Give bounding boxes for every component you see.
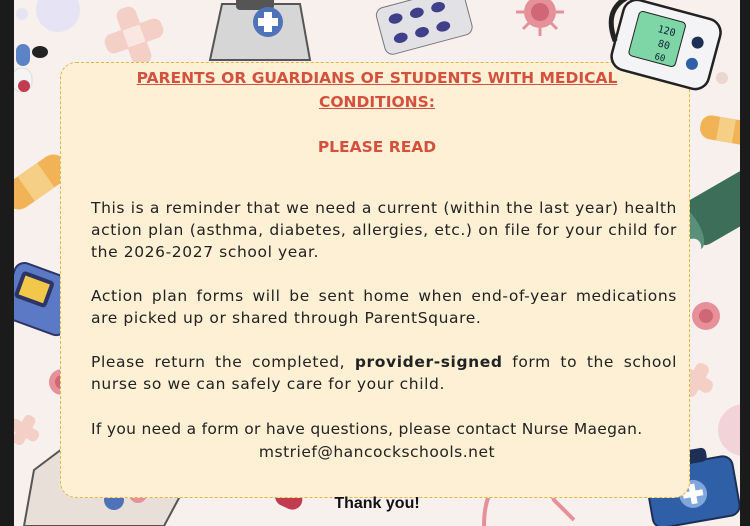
notice-subtitle: PLEASE READ — [317, 138, 437, 156]
notice-title-line1: PARENTS OR GUARDIANS OF STUDENTS WITH MEDICAL — [136, 69, 618, 87]
paragraph-reminder: This is a reminder that we need a current (within the last year) health action plan (asthma, diabetes, allergies, etc.) on file for your child for the 2026-2027 school year. — [91, 199, 677, 261]
monitor-reading-2: 80 — [656, 38, 672, 53]
paragraph-return-start: Please return the completed, — [91, 353, 355, 371]
bubble-icon — [36, 0, 80, 32]
monitor-reading-3: 60 — [653, 52, 667, 65]
contact-email: mstrief@hancockschools.net — [258, 443, 496, 461]
paragraph-contact: If you need a form or have questions, please contact Nurse Maegan. — [91, 420, 643, 438]
paragraph-forms: Action plan forms will be sent home when end-of-year medications are picked up or shared through ParentSquare. — [91, 287, 677, 327]
provider-signed-emphasis: provider-signed — [354, 353, 503, 371]
flyer — [14, 0, 740, 526]
monitor-reading-1: 120 — [656, 23, 677, 40]
paragraph-return — [91, 351, 677, 395]
paragraph-return-end: form to the school nurse so we can safely care for your child. — [91, 353, 677, 393]
notice-title-line2: CONDITIONS: — [318, 93, 435, 111]
window-edge — [740, 0, 750, 526]
bubble-icon — [16, 8, 28, 20]
virus-icon — [692, 302, 720, 330]
first-aid-bag-icon — [210, 0, 310, 60]
virus-icon — [516, 0, 564, 36]
closing-thanks: Thank you! — [334, 495, 420, 512]
pill-blister-icon — [375, 0, 474, 56]
